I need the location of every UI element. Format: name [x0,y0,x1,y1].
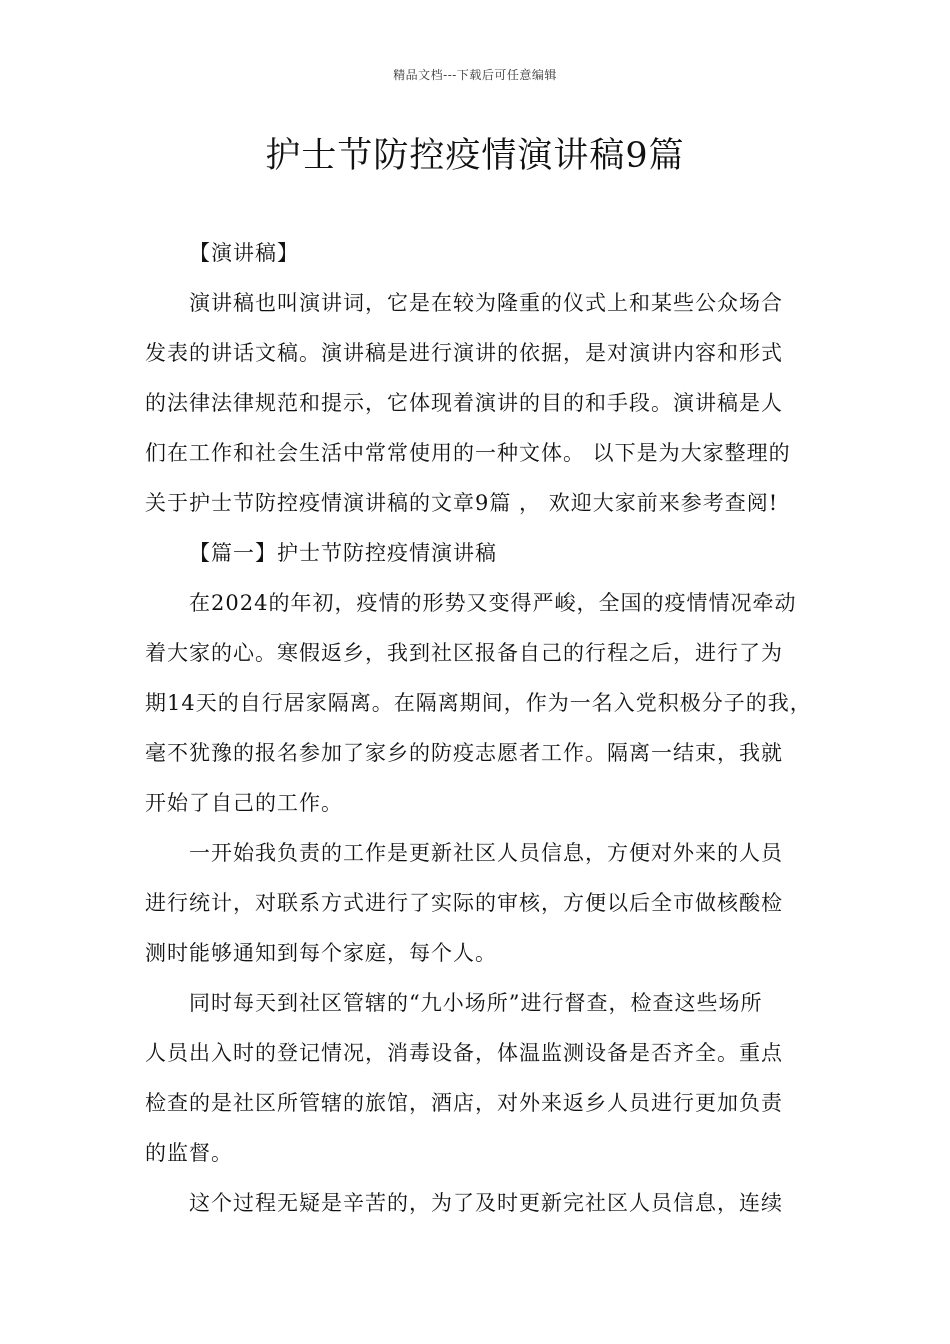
section-heading-speech: 【演讲稿】 [189,241,299,265]
paragraph-line: 进行统计，对联系方式进行了实际的审核，方便以后全市做核酸检 [145,891,783,915]
paragraph-line: 毫不犹豫的报名参加了家乡的防疫志愿者工作。隔离一结束，我就 [145,741,783,765]
paragraph-line: 开始了自己的工作。 [145,791,343,815]
document-title: 护士节防控疫情演讲稿9篇 [265,136,685,176]
paragraph-line: 着大家的心。寒假返乡，我到社区报备自己的行程之后，进行了为 [145,641,783,665]
paragraph-line: 在2024的年初，疫情的形势又变得严峻，全国的疫情情况牵动 [189,591,797,615]
paragraph-line: 期14天的自行居家隔离。在隔离期间，作为一名入党积极分子的我， [145,691,812,715]
paragraph-line: 演讲稿也叫演讲词，它是在较为隆重的仪式上和某些公众场合 [189,291,783,315]
header-note: 精品文档---下载后可任意编辑 [393,68,557,82]
section-heading-part-one: 【篇一】护士节防控疫情演讲稿 [189,541,497,565]
paragraph-line: 同时每天到社区管辖的“九小场所”进行督查，检查这些场所 [189,991,763,1015]
paragraph-line: 一开始我负责的工作是更新社区人员信息，方便对外来的人员 [189,841,783,865]
paragraph-line: 人员出入时的登记情况，消毒设备，体温监测设备是否齐全。重点 [145,1041,783,1065]
paragraph-line: 这个过程无疑是辛苦的，为了及时更新完社区人员信息，连续 [189,1191,783,1215]
document-body [145,228,825,1228]
paragraph-line: 们在工作和社会生活中常常使用的一种文体。 以下是为大家整理的 [145,441,791,465]
paragraph-line: 的法律法律规范和提示，它体现着演讲的目的和手段。演讲稿是人 [145,391,783,415]
paragraph-line: 的监督。 [145,1141,233,1165]
paragraph-line: 检查的是社区所管辖的旅馆，酒店，对外来返乡人员进行更加负责 [145,1091,783,1115]
paragraph-line: 测时能够通知到每个家庭，每个人。 [145,941,497,965]
paragraph-line: 发表的讲话文稿。演讲稿是进行演讲的依据，是对演讲内容和形式 [145,341,783,365]
paragraph-line: 关于护士节防控疫情演讲稿的文章9篇 ， 欢迎大家前来参考查阅! [145,491,779,515]
